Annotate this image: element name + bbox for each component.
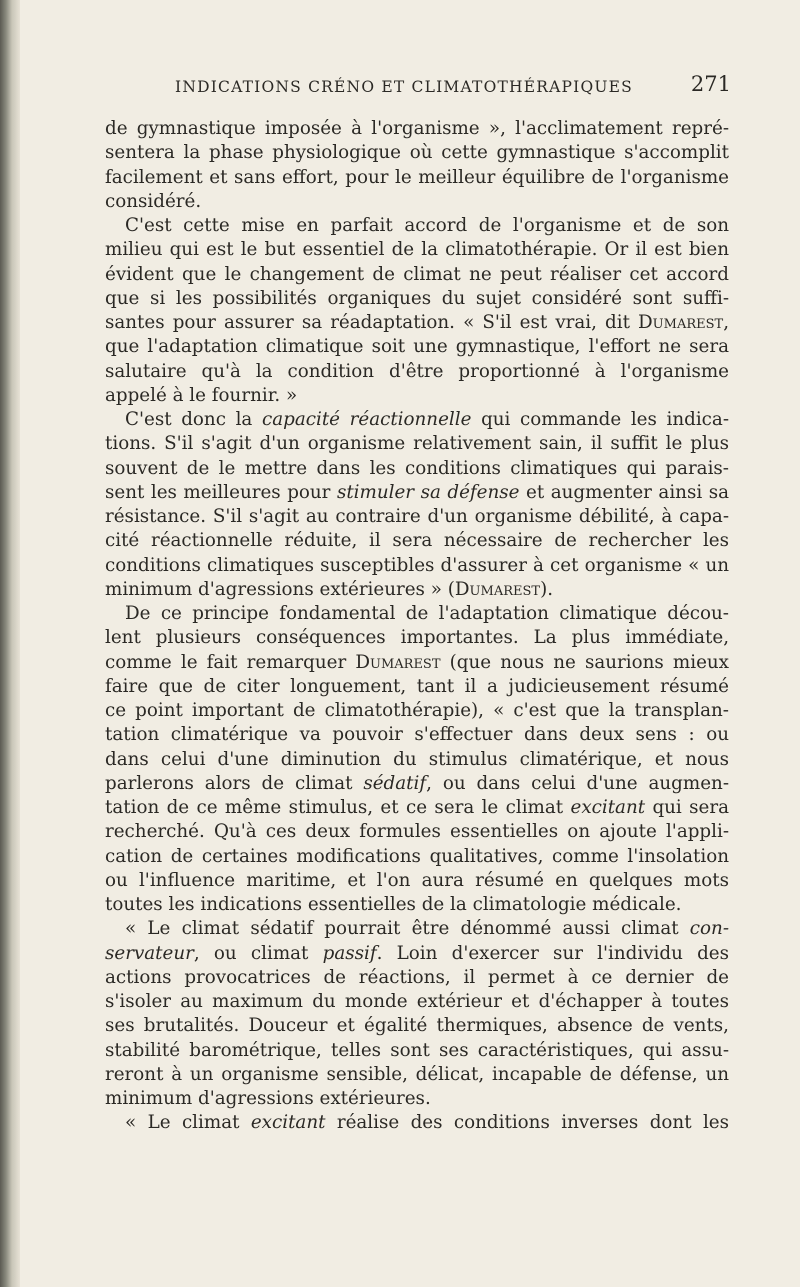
text-line: que l'adaptation climatique soit une gymnastique, l'effort ne sera <box>105 336 729 358</box>
book-binding-shadow <box>0 0 20 1287</box>
text-line: C'est cette mise en parfait accord de l'organisme et de son <box>125 215 729 236</box>
running-title: INDICATIONS CRÉNO ET CLIMATOTHÉRAPIQUES <box>175 78 633 96</box>
text-line: s'isoler au maximum du monde extérieur et d'échapper à toutes <box>105 991 729 1012</box>
text-line: comme le fait remarquer Dumarest (que nous ne saurions mieux <box>105 651 729 673</box>
text-line: considéré. <box>105 190 202 212</box>
text-line: sent les meilleures pour stimuler sa défense et augmenter ainsi sa <box>105 481 729 503</box>
text-line: « Le climat excitant réalise des conditions inverses dont les <box>125 1112 729 1134</box>
text-line: C'est donc la capacité réactionnelle qui commande les indica- <box>125 409 729 430</box>
text-line: ce point important de climatothérapie), « c'est que la transplan- <box>105 700 729 721</box>
text-line: « Le climat sédatif pourrait être dénommé aussi climat con- <box>125 918 729 940</box>
text-line: facilement et sans effort, pour le meilleur équilibre de l'organisme <box>105 166 729 188</box>
text-line: milieu qui est le but essentiel de la climatothérapie. Or il est bien <box>105 239 729 261</box>
text-line: tation climatérique va pouvoir s'effectuer dans deux sens : ou <box>105 724 729 746</box>
text-line: cité réactionnelle réduite, il sera nécessaire de rechercher les <box>105 530 729 552</box>
running-header <box>175 72 731 102</box>
author-name: Dumarest <box>355 651 441 673</box>
text-line: de gymnastique imposée à l'organisme », l'acclimatement repré- <box>105 118 729 139</box>
text-line: actions provocatrices de réactions, il permet à ce dernier de <box>105 966 729 988</box>
text-line: faire que de citer longuement, tant il a judicieusement résumé <box>105 675 729 697</box>
text-line: souvent de le mettre dans les conditions climatiques qui parais- <box>105 457 729 479</box>
text-line: tation de ce même stimulus, et ce sera le climat excitant qui sera <box>105 797 729 818</box>
text-line: que si les possibilités organiques du sujet considéré sont suffi- <box>105 287 729 309</box>
text-line: minimum d'agressions extérieures » (Dumarest). <box>105 578 554 600</box>
text-line: évident que le changement de climat ne peut réaliser cet accord <box>105 263 729 285</box>
text-line: recherché. Qu'à ces deux formules essentielles on ajoute l'appli- <box>105 821 729 843</box>
body-text <box>105 117 729 1136</box>
text-line: sentera la phase physiologique où cette gymnastique s'accomplit <box>105 142 729 164</box>
text-line: tions. S'il s'agit d'un organisme relativement sain, il suffit le plus <box>105 433 729 455</box>
text-line: conditions climatiques susceptibles d'assurer à cet organisme « un <box>105 554 729 576</box>
text-line: résistance. S'il s'agit au contraire d'un organisme débilité, à capa- <box>105 506 729 527</box>
author-name: Dumarest <box>454 578 541 600</box>
text-line: ses brutalités. Douceur et égalité thermiques, absence de vents, <box>105 1015 729 1037</box>
text-line: dans celui d'une diminution du stimulus climatérique, et nous <box>105 748 729 770</box>
text-line: cation de certaines modifications qualitatives, comme l'insolation <box>105 845 729 867</box>
text-line: servateur, ou climat passif. Loin d'exercer sur l'individu des <box>105 942 729 964</box>
text-line: salutaire qu'à la condition d'être proportionné à l'organisme <box>105 360 729 382</box>
text-line: ou l'influence maritime, et l'on aura résumé en quelques mots <box>105 869 729 891</box>
text-line: santes pour assurer sa réadaptation. « S'il est vrai, dit Dumarest, <box>105 312 729 333</box>
text-line: appelé à le fournir. » <box>105 384 298 406</box>
author-name: Dumarest <box>638 312 724 333</box>
book-page <box>105 0 729 1287</box>
text-line: reront à un organisme sensible, délicat, incapable de défense, un <box>105 1063 729 1085</box>
text-line: toutes les indications essentielles de la climatologie médicale. <box>105 894 682 915</box>
text-line: lent plusieurs conséquences importantes. La plus immédiate, <box>105 627 729 649</box>
text-line: parlerons alors de climat sédatif, ou dans celui d'une augmen- <box>105 772 729 794</box>
text-line: stabilité barométrique, telles sont ses caractéristiques, qui assu- <box>105 1039 729 1061</box>
text-line: De ce principe fondamental de l'adaptation climatique décou- <box>125 603 729 624</box>
text-line: minimum d'agressions extérieures. <box>105 1088 431 1109</box>
page-number: 271 <box>690 72 731 96</box>
